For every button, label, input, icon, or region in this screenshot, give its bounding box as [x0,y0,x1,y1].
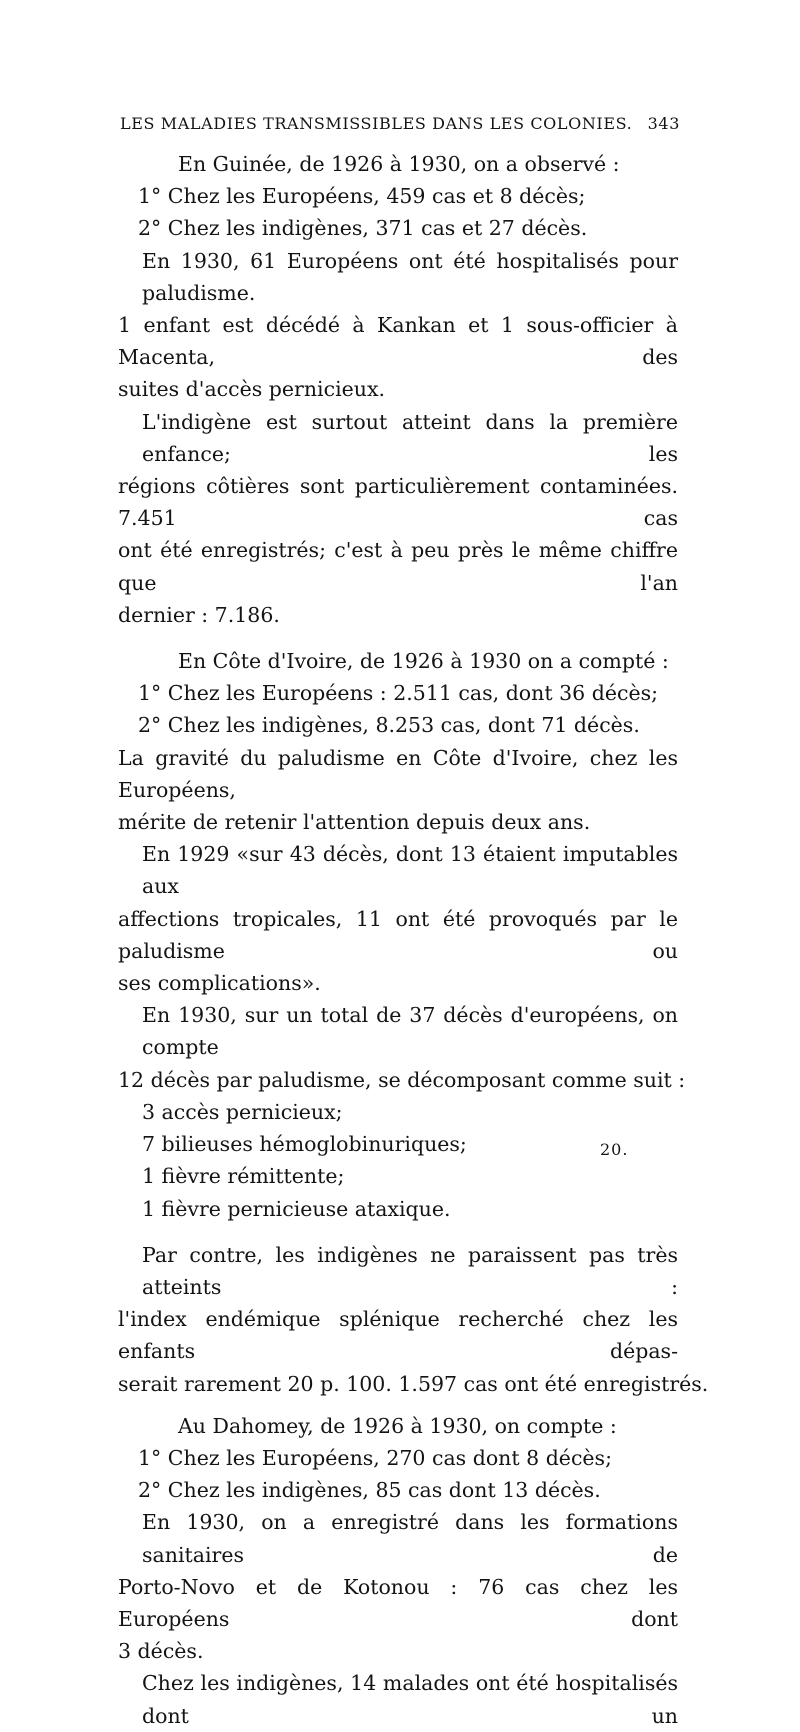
text-line: 1 enfant est décédé à Kankan et 1 sous-officier à Macenta, des [118,313,678,370]
text-line: 2° Chez les indigènes, 8.253 cas, dont 71 décès. [138,713,640,738]
text-line: 1° Chez les Européens, 270 cas dont 8 décès; [138,1445,612,1470]
text-line: dernier : 7.186. [118,602,280,627]
text-line: serait rarement 20 p. 100. 1.597 cas ont été enregistrés. [118,1371,709,1396]
text-line: ses complications». [118,971,321,996]
text-line: Par contre, les indigènes ne paraissent pas très atteints : [142,1242,678,1299]
list-item: 1 fièvre pernicieuse ataxique. [142,1196,451,1221]
text-line: Au Dahomey, de 1926 à 1930, on compte : [178,1413,617,1438]
text-line: affections tropicales, 11 ont été provoqués par le paludisme ou [118,906,678,963]
body-text [118,148,709,1732]
list-item: 1 fièvre rémittente; [142,1164,345,1189]
text-line: régions côtières sont particulièrement contaminées. 7.451 cas [118,474,678,531]
text-line: ont été enregistrés; c'est à peu près le même chiffre que l'an [118,538,678,595]
text-line: suites d'accès pernicieux. [118,377,386,402]
text-line: En Guinée, de 1926 à 1930, on a observé : [178,152,620,176]
text-line: 1° Chez les Européens : 2.511 cas, dont 36 décès; [138,681,659,706]
text-line: L'indigène est surtout atteint dans la première enfance; les [142,409,678,466]
text-line: La gravité du paludisme en Côte d'Ivoire, chez les Européens, [118,745,678,802]
list-item: 3 accès pernicieux; [142,1099,343,1124]
text-line: 2° Chez les indigènes, 371 cas et 27 décès. [138,216,588,241]
page-number: 343 [647,114,680,133]
folio-signature: 20. [600,1140,629,1159]
text-line: 2° Chez les indigènes, 85 cas dont 13 décès. [138,1478,601,1503]
running-header [120,114,680,133]
text-line: 3 décès. [118,1639,204,1664]
text-line: 1° Chez les Européens, 459 cas et 8 décès; [138,184,586,209]
list-item: 7 bilieuses hémoglobinuriques; [142,1132,467,1157]
text-line: 12 décès par paludisme, se décomposant comme suit : [118,1067,686,1092]
text-line: En 1930, 61 Européens ont été hospitalisés pour paludisme. [142,248,678,305]
text-line: En 1930, sur un total de 37 décès d'européens, on compte [142,1003,678,1060]
text-line: Porto-Novo et de Kotonou : 76 cas chez les Européens dont [118,1574,678,1631]
text-line: En 1929 «sur 43 décès, dont 13 étaient imputables aux [142,842,678,899]
text-line: Chez les indigènes, 14 malades ont été hospitalisés dont un [142,1671,678,1728]
text-line: mérite de retenir l'attention depuis deux ans. [118,810,591,835]
text-line: l'index endémique splénique recherché chez les enfants dépas- [118,1307,678,1364]
running-title: LES MALADIES TRANSMISSIBLES DANS LES COLONIES. [120,114,633,133]
text-line: En Côte d'Ivoire, de 1926 à 1930 on a compté : [178,649,669,674]
text-line: En 1930, on a enregistré dans les formations sanitaires de [142,1510,678,1567]
